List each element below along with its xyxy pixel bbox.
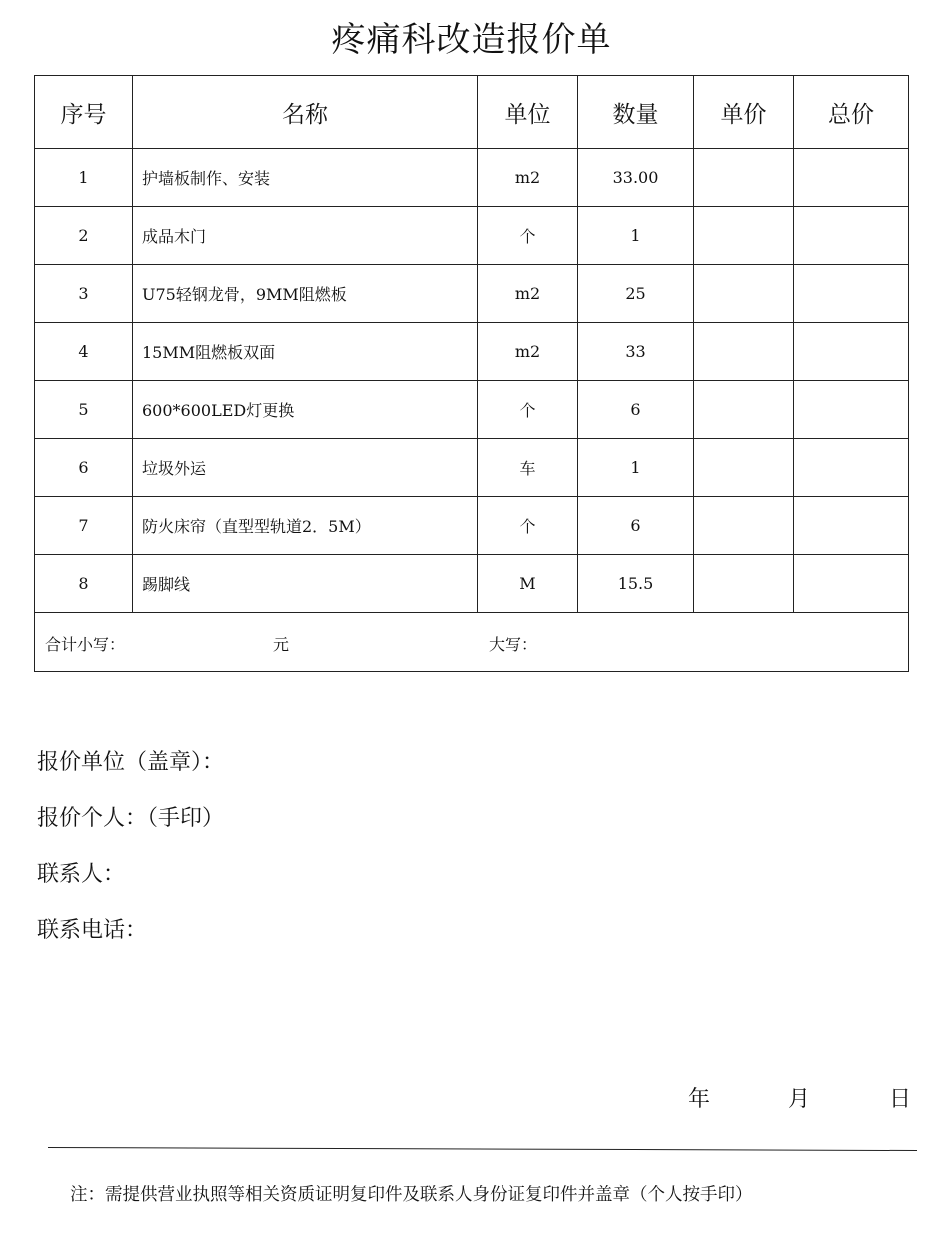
table-row bbox=[35, 265, 909, 323]
row-total bbox=[794, 497, 909, 555]
header-no: 序号 bbox=[35, 76, 133, 149]
date-month: 月 bbox=[788, 1087, 811, 1112]
header-name: 名称 bbox=[133, 76, 478, 149]
row-name: 护墙板制作、安装 bbox=[133, 149, 478, 207]
quote-table bbox=[34, 75, 909, 672]
row-no: 3 bbox=[35, 265, 133, 323]
row-total bbox=[794, 149, 909, 207]
row-no: 2 bbox=[35, 207, 133, 265]
row-total bbox=[794, 439, 909, 497]
row-unit: 个 bbox=[478, 381, 578, 439]
row-qty: 6 bbox=[578, 497, 694, 555]
row-no: 8 bbox=[35, 555, 133, 613]
row-qty: 25 bbox=[578, 265, 694, 323]
page-title: 疼痛科改造报价单 bbox=[331, 20, 612, 60]
row-unit: 个 bbox=[478, 497, 578, 555]
row-unit: 个 bbox=[478, 207, 578, 265]
header-unit: 单位 bbox=[478, 76, 578, 149]
row-no: 7 bbox=[35, 497, 133, 555]
row-unit: m2 bbox=[478, 323, 578, 381]
table-row bbox=[35, 149, 909, 207]
row-name: 垃圾外运 bbox=[133, 439, 478, 497]
total-cell bbox=[35, 613, 909, 672]
row-name: 成品木门 bbox=[133, 207, 478, 265]
row-price bbox=[694, 323, 794, 381]
row-unit: 车 bbox=[478, 439, 578, 497]
quote-unit-seal-label: 报价单位（盖章）： bbox=[37, 750, 225, 775]
row-price bbox=[694, 149, 794, 207]
row-unit: M bbox=[478, 555, 578, 613]
table-row bbox=[35, 323, 909, 381]
table-row bbox=[35, 555, 909, 613]
date-day: 日 bbox=[889, 1087, 912, 1112]
row-qty: 1 bbox=[578, 439, 694, 497]
row-total bbox=[794, 207, 909, 265]
row-total bbox=[794, 555, 909, 613]
table-row bbox=[35, 439, 909, 497]
footnote: 注：需提供营业执照等相关资质证明复印件及联系人身份证复印件并盖章（个人按手印） bbox=[70, 1185, 753, 1205]
contact-phone-label: 联系电话： bbox=[37, 918, 148, 943]
date-year: 年 bbox=[688, 1087, 711, 1112]
row-no: 4 bbox=[35, 323, 133, 381]
header-qty: 数量 bbox=[578, 76, 694, 149]
row-total bbox=[794, 265, 909, 323]
total-small-label: 合计小写： bbox=[45, 635, 126, 654]
row-price bbox=[694, 439, 794, 497]
row-qty: 33 bbox=[578, 323, 694, 381]
divider-line bbox=[48, 1147, 917, 1151]
row-price bbox=[694, 207, 794, 265]
header-total: 总价 bbox=[794, 76, 909, 149]
row-no: 6 bbox=[35, 439, 133, 497]
row-qty: 15.5 bbox=[578, 555, 694, 613]
row-qty: 1 bbox=[578, 207, 694, 265]
total-row bbox=[35, 613, 909, 672]
table-row bbox=[35, 207, 909, 265]
total-big-label: 大写： bbox=[489, 635, 538, 654]
row-qty: 6 bbox=[578, 381, 694, 439]
row-name: 15MM阻燃板双面 bbox=[133, 323, 478, 381]
table-header-row bbox=[35, 76, 909, 149]
row-unit: m2 bbox=[478, 149, 578, 207]
contact-label: 联系人： bbox=[37, 862, 126, 887]
row-unit: m2 bbox=[478, 265, 578, 323]
row-price bbox=[694, 265, 794, 323]
header-price: 单价 bbox=[694, 76, 794, 149]
row-total bbox=[794, 381, 909, 439]
row-total bbox=[794, 323, 909, 381]
table-row bbox=[35, 381, 909, 439]
total-yuan-label: 元 bbox=[273, 635, 290, 654]
row-name: 踢脚线 bbox=[133, 555, 478, 613]
row-name: U75轻钢龙骨，9MM阻燃板 bbox=[133, 265, 478, 323]
row-price bbox=[694, 381, 794, 439]
row-no: 1 bbox=[35, 149, 133, 207]
quote-person-label: 报价个人：（手印） bbox=[37, 806, 225, 831]
row-qty: 33.00 bbox=[578, 149, 694, 207]
row-price bbox=[694, 497, 794, 555]
row-name: 防火床帘（直型型轨道2．5M） bbox=[133, 497, 478, 555]
table-row bbox=[35, 497, 909, 555]
row-name: 600*600LED灯更换 bbox=[133, 381, 478, 439]
row-price bbox=[694, 555, 794, 613]
row-no: 5 bbox=[35, 381, 133, 439]
